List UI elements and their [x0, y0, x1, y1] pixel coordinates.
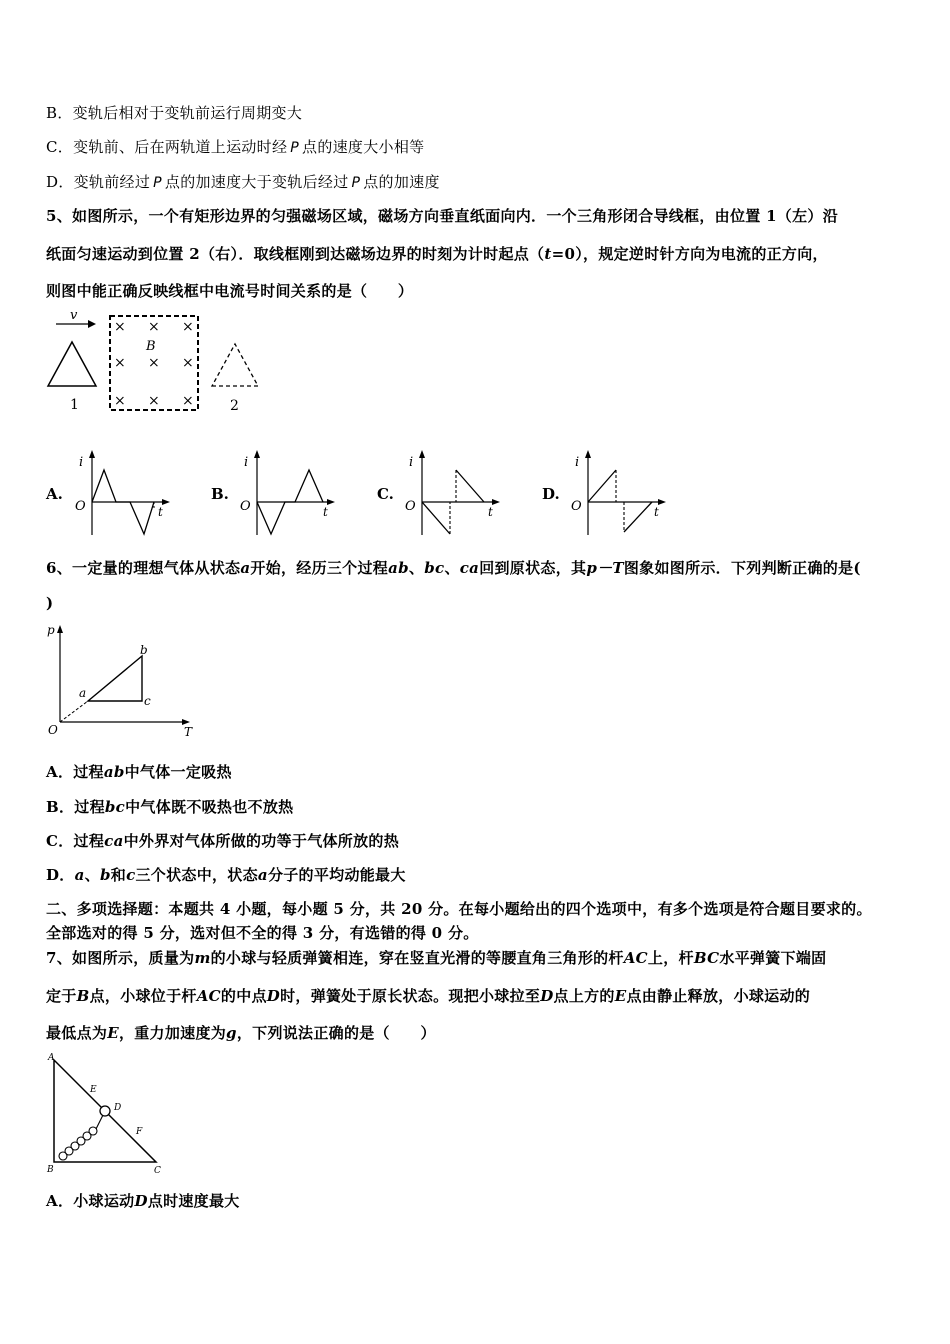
label-position-1: 1: [70, 397, 79, 413]
q6-stem-line2: ): [46, 594, 54, 612]
q5-stem-line2: 纸面匀速运动到位置 2（右）．取线框刚到达磁场边界的时刻为计时起点（t=0），规定逆时针方向为电流的正方向，: [46, 245, 828, 263]
svg-text:t: t: [654, 505, 659, 519]
velocity-arrow: [56, 308, 96, 328]
q4-option-b: B．变轨后相对于变轨前运行周期变大: [46, 104, 303, 122]
svg-text:×: ×: [182, 393, 194, 409]
svg-text:p: p: [47, 623, 55, 637]
q6-option-c: C．过程ca中外界对气体所做的功等于气体所放的热: [46, 832, 399, 850]
svg-text:O: O: [240, 499, 251, 514]
svg-text:T: T: [184, 725, 193, 739]
svg-text:a: a: [79, 686, 87, 700]
svg-text:B: B: [47, 1165, 54, 1175]
section2-heading-line1: 二、多项选择题：本题共 4 小题，每小题 5 分，共 20 分。在每小题给出的四个选项中，有多个选项是符合题目要求的。: [46, 900, 872, 918]
svg-text:t: t: [488, 505, 493, 519]
q5-option-d-graph: [566, 450, 676, 540]
svg-text:C: C: [154, 1166, 161, 1176]
svg-text:t: t: [158, 505, 163, 519]
q4-option-c: C．变轨前、后在两轨道上运动时经 P 点的速度大小相等: [46, 138, 425, 156]
svg-text:O: O: [571, 499, 582, 514]
field-label-B: B: [146, 339, 156, 354]
section2-heading-line2: 全部选对的得 5 分，选对但不全的得 3 分，有选错的得 0 分。: [46, 924, 479, 942]
svg-text:×: ×: [114, 393, 126, 409]
q6-option-a: A．过程ab中气体一定吸热: [46, 763, 232, 781]
svg-text:×: ×: [182, 355, 194, 371]
q5-option-b-graph: [235, 450, 345, 540]
spring: [59, 1115, 103, 1160]
q6-stem-line1: 6、一定量的理想气体从状态a开始，经历三个过程ab、bc、ca回到原状态，其p－T图象如图所示．下列判断正确的是(: [46, 559, 861, 577]
q5-option-d-label: D.: [542, 485, 560, 503]
svg-text:×: ×: [114, 355, 126, 371]
q6-option-b: B．过程bc中气体既不吸热也不放热: [46, 798, 294, 816]
q5-option-b-label: B.: [211, 485, 229, 503]
svg-text:O: O: [48, 723, 58, 737]
field-crosses: [114, 319, 194, 409]
q7-stem-line3: 最低点为E，重力加速度为g，下列说法正确的是（ ）: [46, 1024, 436, 1042]
svg-text:×: ×: [148, 393, 160, 409]
svg-text:F: F: [136, 1127, 143, 1137]
q7-stem-line2: 定于B点，小球位于杆AC的中点D时，弹簧处于原长状态。现把小球拉至D点上方的E点由静止释放，小球运动的: [46, 987, 811, 1005]
svg-text:t: t: [323, 505, 328, 519]
q6-pT-graph: [44, 620, 204, 740]
svg-text:c: c: [144, 694, 151, 708]
q5-stem-line1: 5、如图所示，一个有矩形边界的匀强磁场区域，磁场方向垂直纸面向内．一个三角形闭合导线框，由位置 1（左）沿: [46, 207, 839, 225]
label-position-2: 2: [230, 398, 239, 414]
q7-triangle-figure: [44, 1052, 174, 1177]
svg-text:i: i: [244, 455, 249, 470]
svg-text:×: ×: [148, 319, 160, 335]
svg-text:×: ×: [114, 319, 126, 335]
svg-text:O: O: [75, 499, 86, 514]
svg-text:×: ×: [182, 319, 194, 335]
svg-text:A: A: [48, 1053, 55, 1063]
q5-option-c-graph: [400, 450, 510, 540]
svg-text:i: i: [575, 455, 580, 470]
q5-stem-line3: 则图中能正确反映线框中电流号时间关系的是（ ）: [46, 282, 414, 300]
svg-text:×: ×: [148, 355, 160, 371]
q5-field-figure: [44, 308, 274, 418]
q6-option-d: D．a、b和c三个状态中，状态a分子的平均动能最大: [46, 866, 406, 884]
q4-option-d: D．变轨前经过 P 点的加速度大于变轨后经过 P 点的加速度: [46, 173, 440, 191]
svg-text:v: v: [70, 308, 78, 323]
q5-option-a-label: A.: [46, 485, 63, 503]
q5-option-c-label: C.: [377, 485, 394, 503]
svg-text:D: D: [114, 1103, 122, 1113]
q5-option-a-graph: [70, 450, 180, 540]
q7-stem-line1: 7、如图所示，质量为m的小球与轻质弹簧相连，穿在竖直光滑的等腰直角三角形的杆AC上，杆BC水平弹簧下端固: [46, 949, 827, 967]
svg-text:E: E: [90, 1085, 97, 1095]
svg-text:b: b: [140, 643, 148, 657]
svg-text:i: i: [409, 455, 414, 470]
svg-text:i: i: [79, 455, 84, 470]
svg-text:O: O: [405, 499, 416, 514]
q7-option-a: A．小球运动D点时速度最大: [46, 1192, 240, 1210]
triangle-position-2: [212, 344, 258, 386]
ball-D: [100, 1106, 110, 1116]
triangle-position-1: [48, 342, 96, 386]
